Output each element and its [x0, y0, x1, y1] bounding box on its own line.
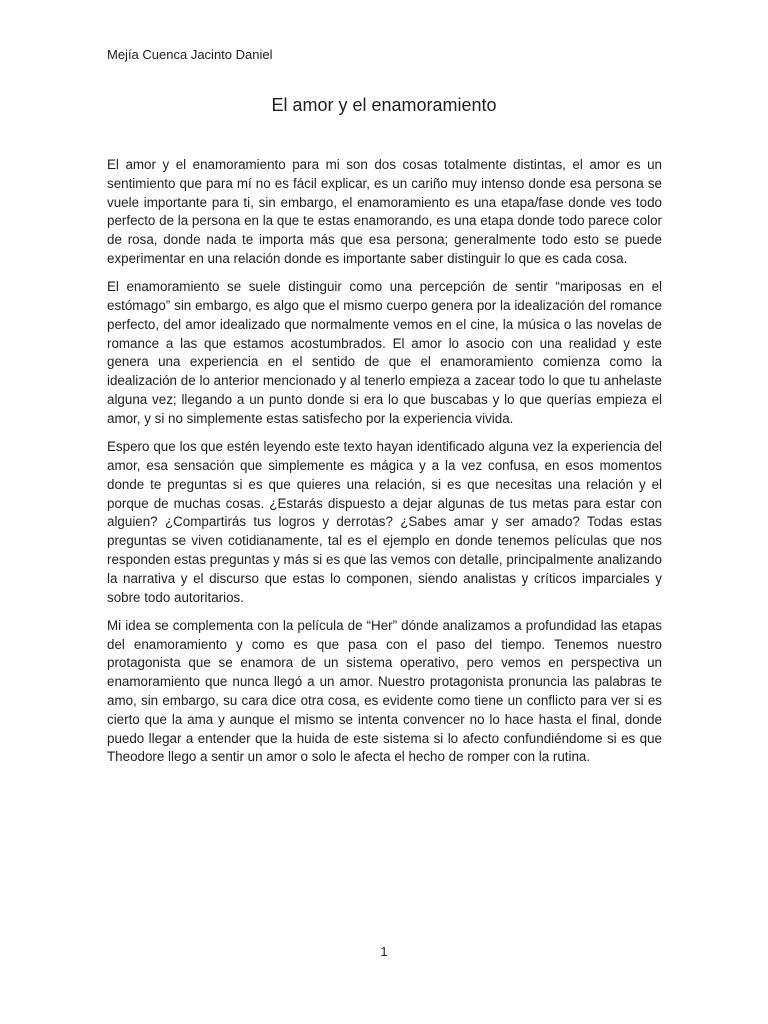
paragraph-1: El amor y el enamoramiento para mi son dos cosas totalmente distintas, el amor es un sentimiento que para mí no es fácil explicar, es un cariño muy intenso donde esa persona se vuele importante para ti, sin embargo, el enamoramiento es una etapa/fase donde ves todo perfecto de la persona en la que te estas enamorando, es una etapa donde todo parece color de rosa, donde nada te importa más que esa persona; generalmente todo esto se puede experimentar en una relación donde es importante saber distinguir lo que es cada cosa. — [107, 157, 662, 266]
paragraph-4: Mi idea se complementa con la película de “Her” dónde analizamos a profundidad las etapas del enamoramiento y como es que pasa con el paso del tiempo. Tenemos nuestro protagonista que se enamora de un sistema operativo, pero vemos en perspectiva un enamoramiento que nunca llegó a un amor. Nuestro protagonista pronuncia las palabras te amo, sin embargo, su cara dice otra cosa, es evidente como tiene un conflicto para ver si es cierto que la ama y aunque el mismo se intenta convencer no lo hace hasta el final, donde puedo llegar a entender que la huida de este sistema si lo afecto confundiéndome si es que Theodore llego a sentir un amor o solo le afecta el hecho de romper con la rutina. — [107, 617, 662, 765]
paragraph-2: El enamoramiento se suele distinguir como una percepción de sentir “mariposas en el estómago” sin embargo, es algo que el mismo cuerpo genera por la idealización del romance perfecto, del amor idealizado que normalmente vemos en el cine, la música o las novelas de romance a las que estamos acostumbrados. El amor lo asocio con una realidad y este genera una experiencia en el sentido de que el enamoramiento comienza como la idealización de lo anterior mencionado y al tenerlo empieza a zacear todo lo que tu anhelaste alguna vez; llegando a un punto donde si era lo que buscabas y lo que querías empieza el amor, y si no simplemente estas satisfecho por la experiencia vivida. — [107, 279, 662, 426]
page-number: 1 — [380, 944, 388, 959]
document-body — [107, 156, 662, 777]
author-name: Mejía Cuenca Jacinto Daniel — [107, 47, 273, 62]
document-title: El amor y el enamoramiento — [271, 95, 497, 115]
paragraph-3: Espero que los que estén leyendo este texto hayan identificado alguna vez la experiencia del amor, esa sensación que simplemente es mágica y a la vez confusa, en esos momentos donde te preguntas si es que quieres una relación, si es que necesitas una relación y el porque de muchas cosas. ¿Estarás dispuesto a dejar algunas de tus metas para estar con alguien? ¿Compartirás tus logros y derrotas? ¿Sabes amar y ser amado? Todas estas preguntas se viven cotidianamente, tal es el ejemplo en donde tenemos películas que nos responden estas preguntas y más si es que las vemos con detalle, principalmente analizando la narrativa y el discurso que estas lo componen, siendo analistas y críticos imparciales y sobre todo autoritarios. — [107, 439, 662, 605]
